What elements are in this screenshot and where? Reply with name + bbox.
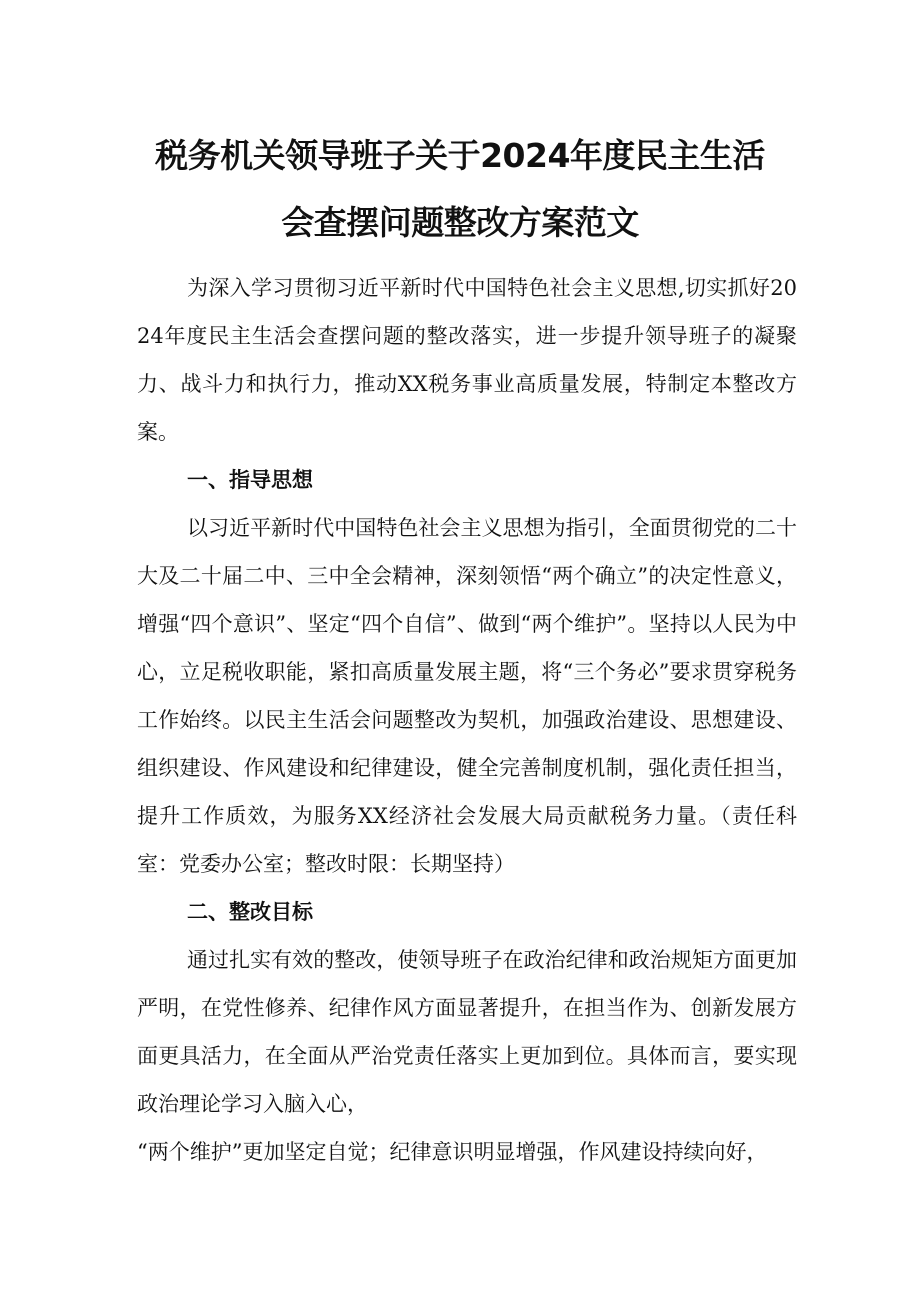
document-title-line-1: 税务机关领导班子关于2024年度民主生活	[155, 136, 765, 175]
section-paragraph-continuation: “两个维护”更加坚定自觉；纪律意识明显增强，作风建设持续向好，	[137, 1140, 768, 1164]
document-title-line-2: 会查摆问题整改方案范文	[281, 203, 639, 242]
intro-paragraph: 为深入学习贯彻习近平新时代中国特色社会主义思想,切实抓好2024年度民主生活会查摆问题的整改落实，进一步提升领导班子的凝聚力、战斗力和执行力，推动XX税务事业高质量发展，特制定本整改方案。	[137, 276, 797, 444]
section-heading-guiding-ideology: 一、指导思想	[187, 468, 313, 492]
section-paragraph-rectification-goals: 通过扎实有效的整改，使领导班子在政治纪律和政治规矩方面更加严明，在党性修养、纪律作风方面显著提升，在担当作为、创新发展方面更具活力，在全面从严治党责任落实上更加到位。具体而言，要实现政治理论学习入脑入心，	[137, 948, 797, 1116]
section-paragraph-guiding-ideology: 以习近平新时代中国特色社会主义思想为指引，全面贯彻党的二十大及二十届二中、三中全会精神，深刻领悟“两个确立”的决定性意义，增强“四个意识”、坚定“四个自信”、做到“两个维护”。坚持以人民为中心，立足税收职能，紧扣高质量发展主题，将“三个务必”要求贯穿税务工作始终。以民主生活会问题整改为契机，加强政治建设、思想建设、组织建设、作风建设和纪律建设，健全完善制度机制，强化责任担当，提升工作质效，为服务XX经济社会发展大局贡献税务力量。（责任科室：党委办公室；整改时限：长期坚持）	[137, 516, 797, 876]
section-heading-rectification-goals: 二、整改目标	[187, 900, 313, 924]
